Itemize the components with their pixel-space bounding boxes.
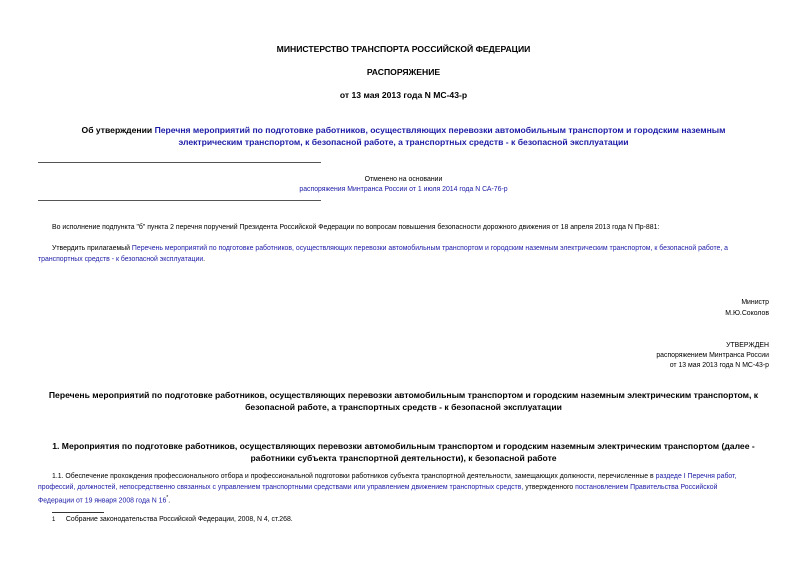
subject-line-1 [0,125,807,135]
paragraph-intro: Во исполнение подпункта "б" пункта 2 перечня поручений Президента Российской Федерации по вопросам повышения безопасности дорожного движения от 18 апреля 2013 года N Пр-881: [52,224,660,231]
ministry-title: МИНИСТЕРСТВО ТРАНСПОРТА РОССИЙСКОЙ ФЕДЕРАЦИИ [276,44,531,54]
footnote [52,514,293,526]
footnote-ref[interactable]: * [166,495,169,501]
cancelled-label: Отменено на основании [364,176,443,183]
footnote-marker: 1 [52,517,56,523]
subject-link-line-2[interactable]: электрическим транспортом, к безопасной работе, а транспортных средств - к безопасной эксплуатации [178,137,629,147]
paragraph-approve-line-1: Утвердить прилагаемый Перечень мероприятий по подготовке работников, осуществляющих перевозки автомобильным транспортом и городским наземным электрическим транспортом, к безопасной работе, а [52,245,729,252]
section-1-heading-line-2: работники субъекта транспортной деятельности), к безопасной работе [250,453,557,463]
item-1-1-line-3: Федерации от 19 января 2008 года N 16*. [38,495,171,505]
document-type: РАСПОРЯЖЕНИЕ [366,67,441,77]
separator-line [38,200,321,201]
approve-list-link-cont[interactable]: транспортных средств - к безопасной эксплуатации [38,256,204,263]
document-date: от 13 мая 2013 года N МС-43-р [339,90,468,100]
paragraph-approve-line-2: транспортных средств - к безопасной эксплуатации. [38,256,206,263]
item-1-1-link-decree[interactable]: постановлением Правительства Российской [575,484,718,491]
list-title-line-2: безопасной работе, а транспортных средств - к безопасной эксплуатации [245,402,562,412]
approval-line-1: распоряжением Минтранса России [656,352,769,359]
footnote-text: Собрание законодательства Российской Федерации, 2008, N 4, ст.268. [65,516,293,523]
approve-list-link[interactable]: Перечень мероприятий по подготовке работников, осуществляющих перевозки автомобильным транспортом и городским наземным электрическим транспортом, к безопасной работе, а [131,245,729,252]
item-1-1-line-1: 1.1. Обеспечение прохождения профессионального отбора и профессиональной подготовки работников субъекта транспортной деятельности, замещающих должности, перечисленные в раздеде I Перечня работ, [52,473,737,480]
section-1-heading-line-1: 1. Мероприятия по подготовке работников, осуществляющих перевозки автомобильным транспортом и городским наземным электрическим транспортом (далее - [52,441,755,451]
item-1-1-line-2: профессий, должностей, непосредственно связанных с управлением транспортными средствами или управлением движением транспортных средств, утвержденного постановлением Правительства Российской [38,484,718,491]
subject-link[interactable]: Перечня мероприятий по подготовке работников, осуществляющих перевозки автомобильным транспортом и городским наземным [154,125,726,135]
item-1-1-link-list[interactable]: профессий, должностей, непосредственно связанных с управлением транспортными средствами или управлением движением транспортных средств, [38,484,524,491]
subject-prefix: Об утверждении [81,125,153,135]
signature-position: Министр [741,299,769,306]
item-1-1-link-decree-cont[interactable]: Федерации от 19 января 2008 года N 16 [38,497,167,505]
list-title-line-1: Перечень мероприятий по подготовке работников, осуществляющих перевозки автомобильным транспортом и городским наземным электрическим транспортом, к [48,390,759,400]
approval-title: УТВЕРЖДЕН [726,342,769,349]
footnote-separator [52,512,104,513]
cancelled-link[interactable]: распоряжения Минтранса России от 1 июля 2014 года N СА-76-р [299,186,508,193]
approval-line-2: от 13 мая 2013 года N МС-43-р [669,362,769,369]
signature-name: М.Ю.Соколов [725,310,769,317]
separator-line [38,162,321,163]
item-1-1-link-section[interactable]: раздеде I Перечня работ, [655,473,737,480]
